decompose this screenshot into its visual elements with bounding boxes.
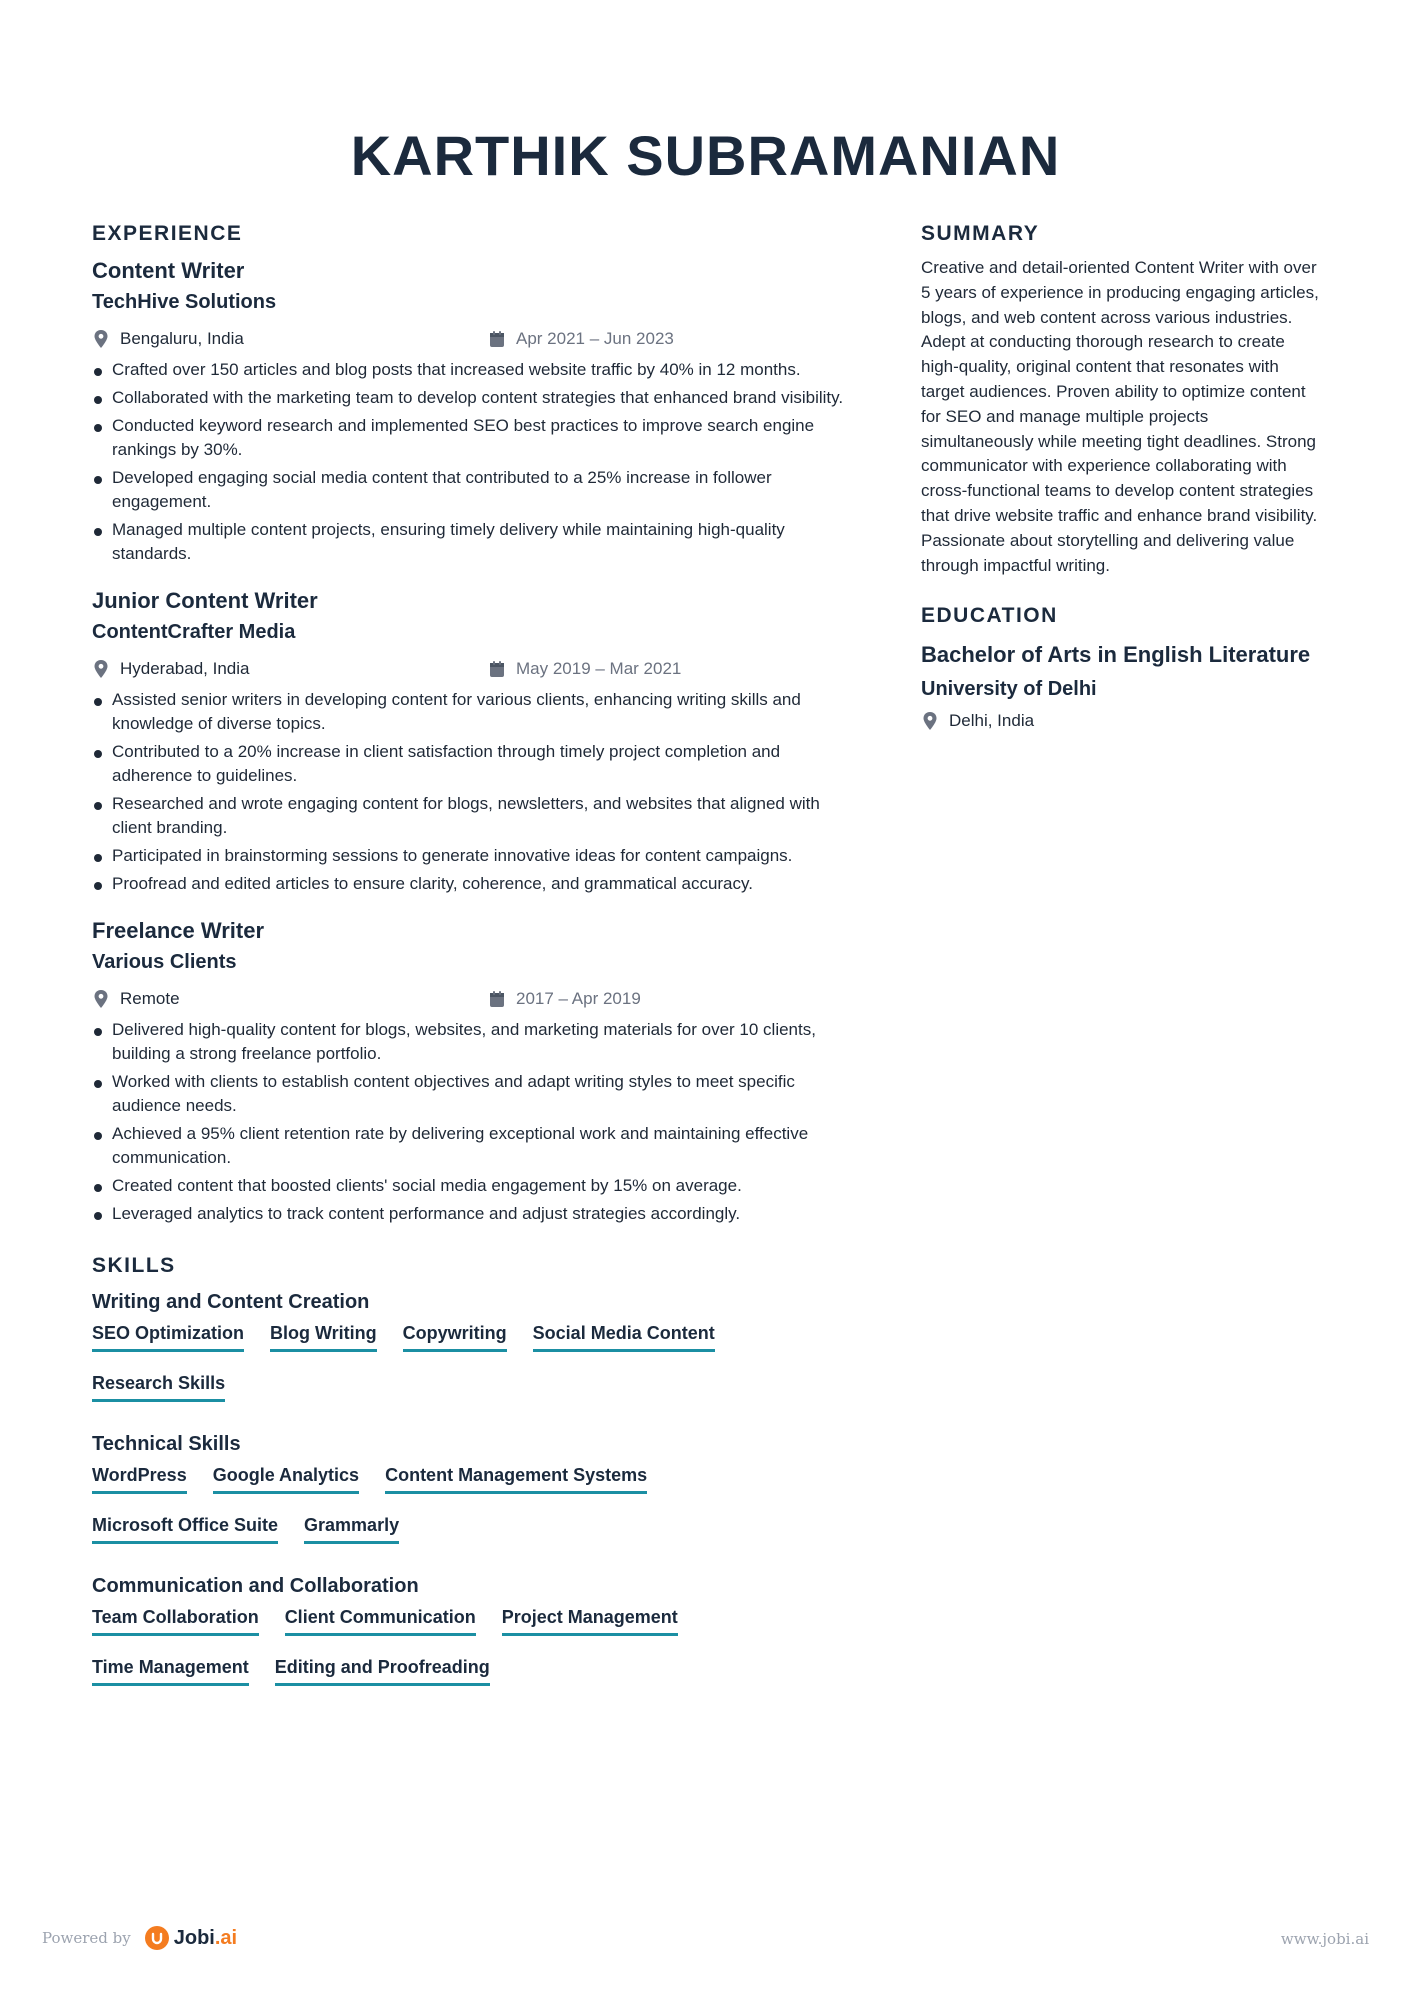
skill-group bbox=[92, 1572, 862, 1700]
skills-section bbox=[92, 1254, 862, 1700]
footer-url[interactable]: www.jobi.ai bbox=[1280, 1930, 1369, 1948]
powered-by-text: Powered by bbox=[42, 1929, 131, 1947]
job-bullet: Leveraged analytics to track content performance and adjust strategies accordingly. bbox=[92, 1202, 862, 1226]
job-company: ContentCrafter Media bbox=[92, 621, 296, 643]
skill-chip: Microsoft Office Suite bbox=[92, 1512, 278, 1544]
job-bullet: Created content that boosted clients' social media engagement by 15% on average. bbox=[92, 1174, 862, 1198]
job-dates bbox=[488, 989, 641, 1009]
skill-group-title: Communication and Collaboration bbox=[92, 1575, 419, 1597]
skill-chip-list bbox=[92, 1458, 872, 1558]
experience-section bbox=[92, 222, 862, 1226]
education-degree: Bachelor of Arts in English Literature bbox=[921, 642, 1311, 668]
job-location-text: Remote bbox=[120, 989, 180, 1008]
education-section bbox=[921, 604, 1321, 736]
summary-text: Creative and detail-oriented Content Writer with over 5 years of experience in producing engaging articles, blogs, and web content across various industries. Adept at conducting thorough research to create high-quality, original content that resonates with target audiences. Proven ability to optimize content for SEO and manage multiple projects simultaneously while meeting tight deadlines. Strong communicator with experience collaborating with cross-functional teams to develop content strategies that drive website traffic and enhance brand visibility. Passionate about storytelling and delivering value through impactful writing. bbox=[921, 258, 1319, 575]
job-title: Junior Content Writer bbox=[92, 588, 318, 613]
job-company: Various Clients bbox=[92, 951, 237, 973]
job-dates-text: 2017 – Apr 2019 bbox=[516, 989, 641, 1008]
skill-chip: Time Management bbox=[92, 1654, 249, 1686]
skill-chip: Grammarly bbox=[304, 1512, 399, 1544]
job-bullet: Assisted senior writers in developing content for various clients, enhancing writing skills and knowledge of diverse topics. bbox=[92, 688, 862, 736]
skill-chip: Research Skills bbox=[92, 1370, 225, 1402]
job-bullet: Contributed to a 20% increase in client satisfaction through timely project completion and adherence to guidelines. bbox=[92, 740, 862, 788]
job-location-text: Hyderabad, India bbox=[120, 659, 250, 678]
job-meta bbox=[92, 324, 862, 354]
skill-group bbox=[92, 1288, 862, 1416]
skill-chip: Content Management Systems bbox=[385, 1462, 647, 1494]
job-bullets bbox=[92, 358, 862, 566]
summary-section bbox=[921, 222, 1321, 578]
left-column bbox=[92, 222, 862, 1714]
map-pin-icon bbox=[921, 712, 939, 730]
job-dates-text: Apr 2021 – Jun 2023 bbox=[516, 329, 674, 348]
job-bullet: Worked with clients to establish content objectives and adapt writing styles to meet specific audience needs. bbox=[92, 1070, 862, 1118]
job-dates-text: May 2019 – Mar 2021 bbox=[516, 659, 682, 678]
job-entry bbox=[92, 916, 862, 1226]
job-dates bbox=[488, 659, 681, 679]
job-meta bbox=[92, 984, 862, 1014]
job-entry bbox=[92, 256, 862, 566]
education-location-text: Delhi, India bbox=[949, 711, 1035, 731]
job-bullets bbox=[92, 688, 862, 896]
job-bullet: Proofread and edited articles to ensure clarity, coherence, and grammatical accuracy. bbox=[92, 872, 862, 896]
job-bullet: Participated in brainstorming sessions to generate innovative ideas for content campaigns. bbox=[92, 844, 862, 868]
candidate-name: KARTHIK SUBRAMANIAN bbox=[350, 124, 1061, 187]
job-bullet: Managed multiple content projects, ensuring timely delivery while maintaining high-quality standards. bbox=[92, 518, 862, 566]
skill-group-title: Technical Skills bbox=[92, 1433, 241, 1455]
job-location bbox=[92, 659, 488, 679]
skill-chip: Team Collaboration bbox=[92, 1604, 259, 1636]
job-title: Content Writer bbox=[92, 258, 245, 283]
skill-chip-list bbox=[92, 1600, 872, 1700]
skill-chip: SEO Optimization bbox=[92, 1320, 244, 1352]
job-bullets bbox=[92, 1018, 862, 1226]
right-column bbox=[921, 222, 1321, 736]
skill-group bbox=[92, 1430, 862, 1558]
job-location-text: Bengaluru, India bbox=[120, 329, 244, 348]
skill-chip: Project Management bbox=[502, 1604, 678, 1636]
map-pin-icon bbox=[92, 660, 110, 678]
calendar-icon bbox=[488, 990, 506, 1008]
skill-chip: Client Communication bbox=[285, 1604, 476, 1636]
experience-heading: EXPERIENCE bbox=[92, 222, 243, 245]
skills-heading: SKILLS bbox=[92, 1254, 176, 1277]
job-bullet: Crafted over 150 articles and blog posts that increased website traffic by 40% in 12 months. bbox=[92, 358, 862, 382]
calendar-icon bbox=[488, 660, 506, 678]
skill-group-list bbox=[92, 1288, 862, 1700]
skill-chip-list bbox=[92, 1316, 872, 1416]
logo-main: Jobi bbox=[173, 1926, 215, 1949]
skill-group-title: Writing and Content Creation bbox=[92, 1291, 370, 1313]
job-bullet: Collaborated with the marketing team to develop content strategies that enhanced brand visibility. bbox=[92, 386, 862, 410]
education-school: University of Delhi bbox=[921, 678, 1097, 701]
footer-powered-by bbox=[42, 1926, 237, 1950]
skill-chip: Blog Writing bbox=[270, 1320, 377, 1352]
map-pin-icon bbox=[92, 990, 110, 1008]
job-bullet: Researched and wrote engaging content for blogs, newsletters, and websites that aligned with client branding. bbox=[92, 792, 862, 840]
map-pin-icon bbox=[92, 330, 110, 348]
skill-chip: WordPress bbox=[92, 1462, 187, 1494]
job-dates bbox=[488, 329, 674, 349]
job-title: Freelance Writer bbox=[92, 918, 265, 943]
skill-chip: Google Analytics bbox=[213, 1462, 359, 1494]
calendar-icon bbox=[488, 330, 506, 348]
skill-chip: Editing and Proofreading bbox=[275, 1654, 490, 1686]
job-company: TechHive Solutions bbox=[92, 291, 277, 313]
job-entry bbox=[92, 586, 862, 896]
job-location bbox=[92, 989, 488, 1009]
skill-chip: Social Media Content bbox=[533, 1320, 715, 1352]
summary-heading: SUMMARY bbox=[921, 222, 1040, 245]
job-bullet: Developed engaging social media content that contributed to a 25% increase in follower engagement. bbox=[92, 466, 862, 514]
education-heading: EDUCATION bbox=[921, 604, 1058, 628]
job-meta bbox=[92, 654, 862, 684]
job-bullet: Achieved a 95% client retention rate by delivering exceptional work and maintaining effective communication. bbox=[92, 1122, 862, 1170]
job-list bbox=[92, 256, 862, 1226]
job-location bbox=[92, 329, 488, 349]
jobi-logo-icon bbox=[145, 1926, 169, 1950]
job-bullet: Conducted keyword research and implemented SEO best practices to improve search engine rankings by 30%. bbox=[92, 414, 862, 462]
logo-suffix: .ai bbox=[214, 1926, 238, 1949]
skill-chip: Copywriting bbox=[403, 1320, 507, 1352]
jobi-logo[interactable] bbox=[145, 1926, 237, 1950]
education-location bbox=[921, 706, 1321, 736]
job-bullet: Delivered high-quality content for blogs, websites, and marketing materials for over 10 clients, building a strong freelance portfolio. bbox=[92, 1018, 862, 1066]
